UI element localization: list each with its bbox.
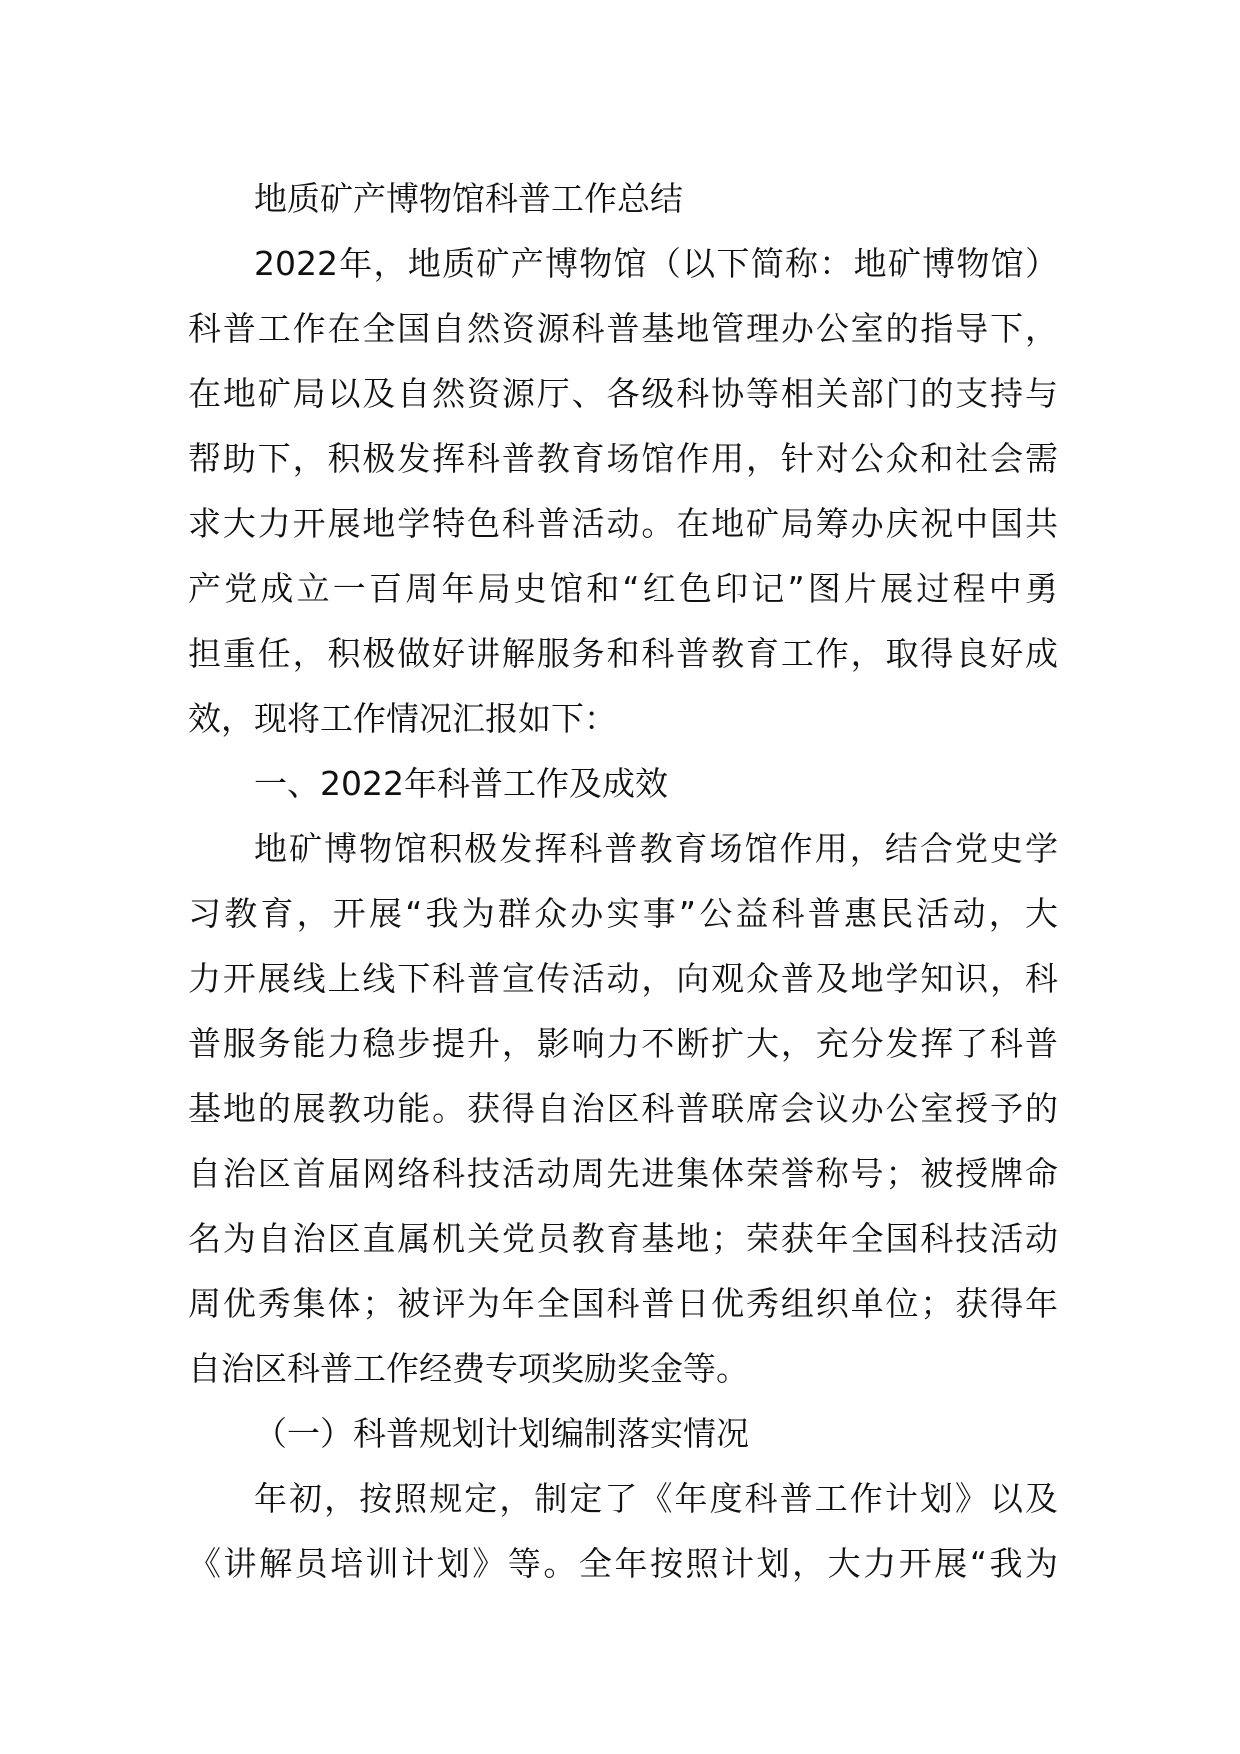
document-body bbox=[188, 166, 1058, 1596]
paragraph-line: 地矿博物馆积极发挥科普教育场馆作用，结合党史学 bbox=[254, 829, 1058, 868]
paragraph-line: 周优秀集体；被评为年全国科普日优秀组织单位；获得年 bbox=[188, 1284, 1058, 1323]
paragraph-line: 自治区科普工作经费专项奖励奖金等。 bbox=[188, 1349, 749, 1388]
section-heading: 一、2022年科普工作及成效 bbox=[254, 764, 668, 803]
document-title: 地质矿产博物馆科普工作总结 bbox=[254, 179, 683, 218]
paragraph-line: 力开展线上线下科普宣传活动，向观众普及地学知识，科 bbox=[188, 959, 1058, 998]
paragraph-line: 2022年，地质矿产博物馆（以下简称：地矿博物馆） bbox=[254, 244, 1058, 283]
paragraph-line: 名为自治区直属机关党员教育基地；荣获年全国科技活动 bbox=[188, 1219, 1058, 1258]
paragraph-line: 基地的展教功能。获得自治区科普联席会议办公室授予的 bbox=[188, 1089, 1058, 1128]
paragraph-line: 自治区首届网络科技活动周先进集体荣誉称号；被授牌命 bbox=[188, 1154, 1058, 1193]
paragraph-line: 《讲解员培训计划》等。全年按照计划，大力开展“我为 bbox=[188, 1544, 1058, 1583]
paragraph-line: 产党成立一百周年局史馆和“红色印记”图片展过程中勇 bbox=[188, 569, 1058, 608]
paragraph-line: 科普工作在全国自然资源科普基地管理办公室的指导下， bbox=[188, 309, 1058, 348]
paragraph-line: 普服务能力稳步提升，影响力不断扩大，充分发挥了科普 bbox=[188, 1024, 1058, 1063]
paragraph-line: 帮助下，积极发挥科普教育场馆作用，针对公众和社会需 bbox=[188, 439, 1058, 478]
paragraph-line: 效，现将工作情况汇报如下： bbox=[188, 699, 617, 738]
paragraph-line: 担重任，积极做好讲解服务和科普教育工作，取得良好成 bbox=[188, 634, 1058, 673]
paragraph-line: 在地矿局以及自然资源厅、各级科协等相关部门的支持与 bbox=[188, 374, 1058, 413]
subsection-heading: （一）科普规划计划编制落实情况 bbox=[254, 1414, 749, 1453]
paragraph-line: 年初，按照规定，制定了《年度科普工作计划》以及 bbox=[254, 1479, 1058, 1518]
paragraph-line: 求大力开展地学特色科普活动。在地矿局筹办庆祝中国共 bbox=[188, 504, 1058, 543]
paragraph-line: 习教育，开展“我为群众办实事”公益科普惠民活动，大 bbox=[188, 894, 1058, 933]
